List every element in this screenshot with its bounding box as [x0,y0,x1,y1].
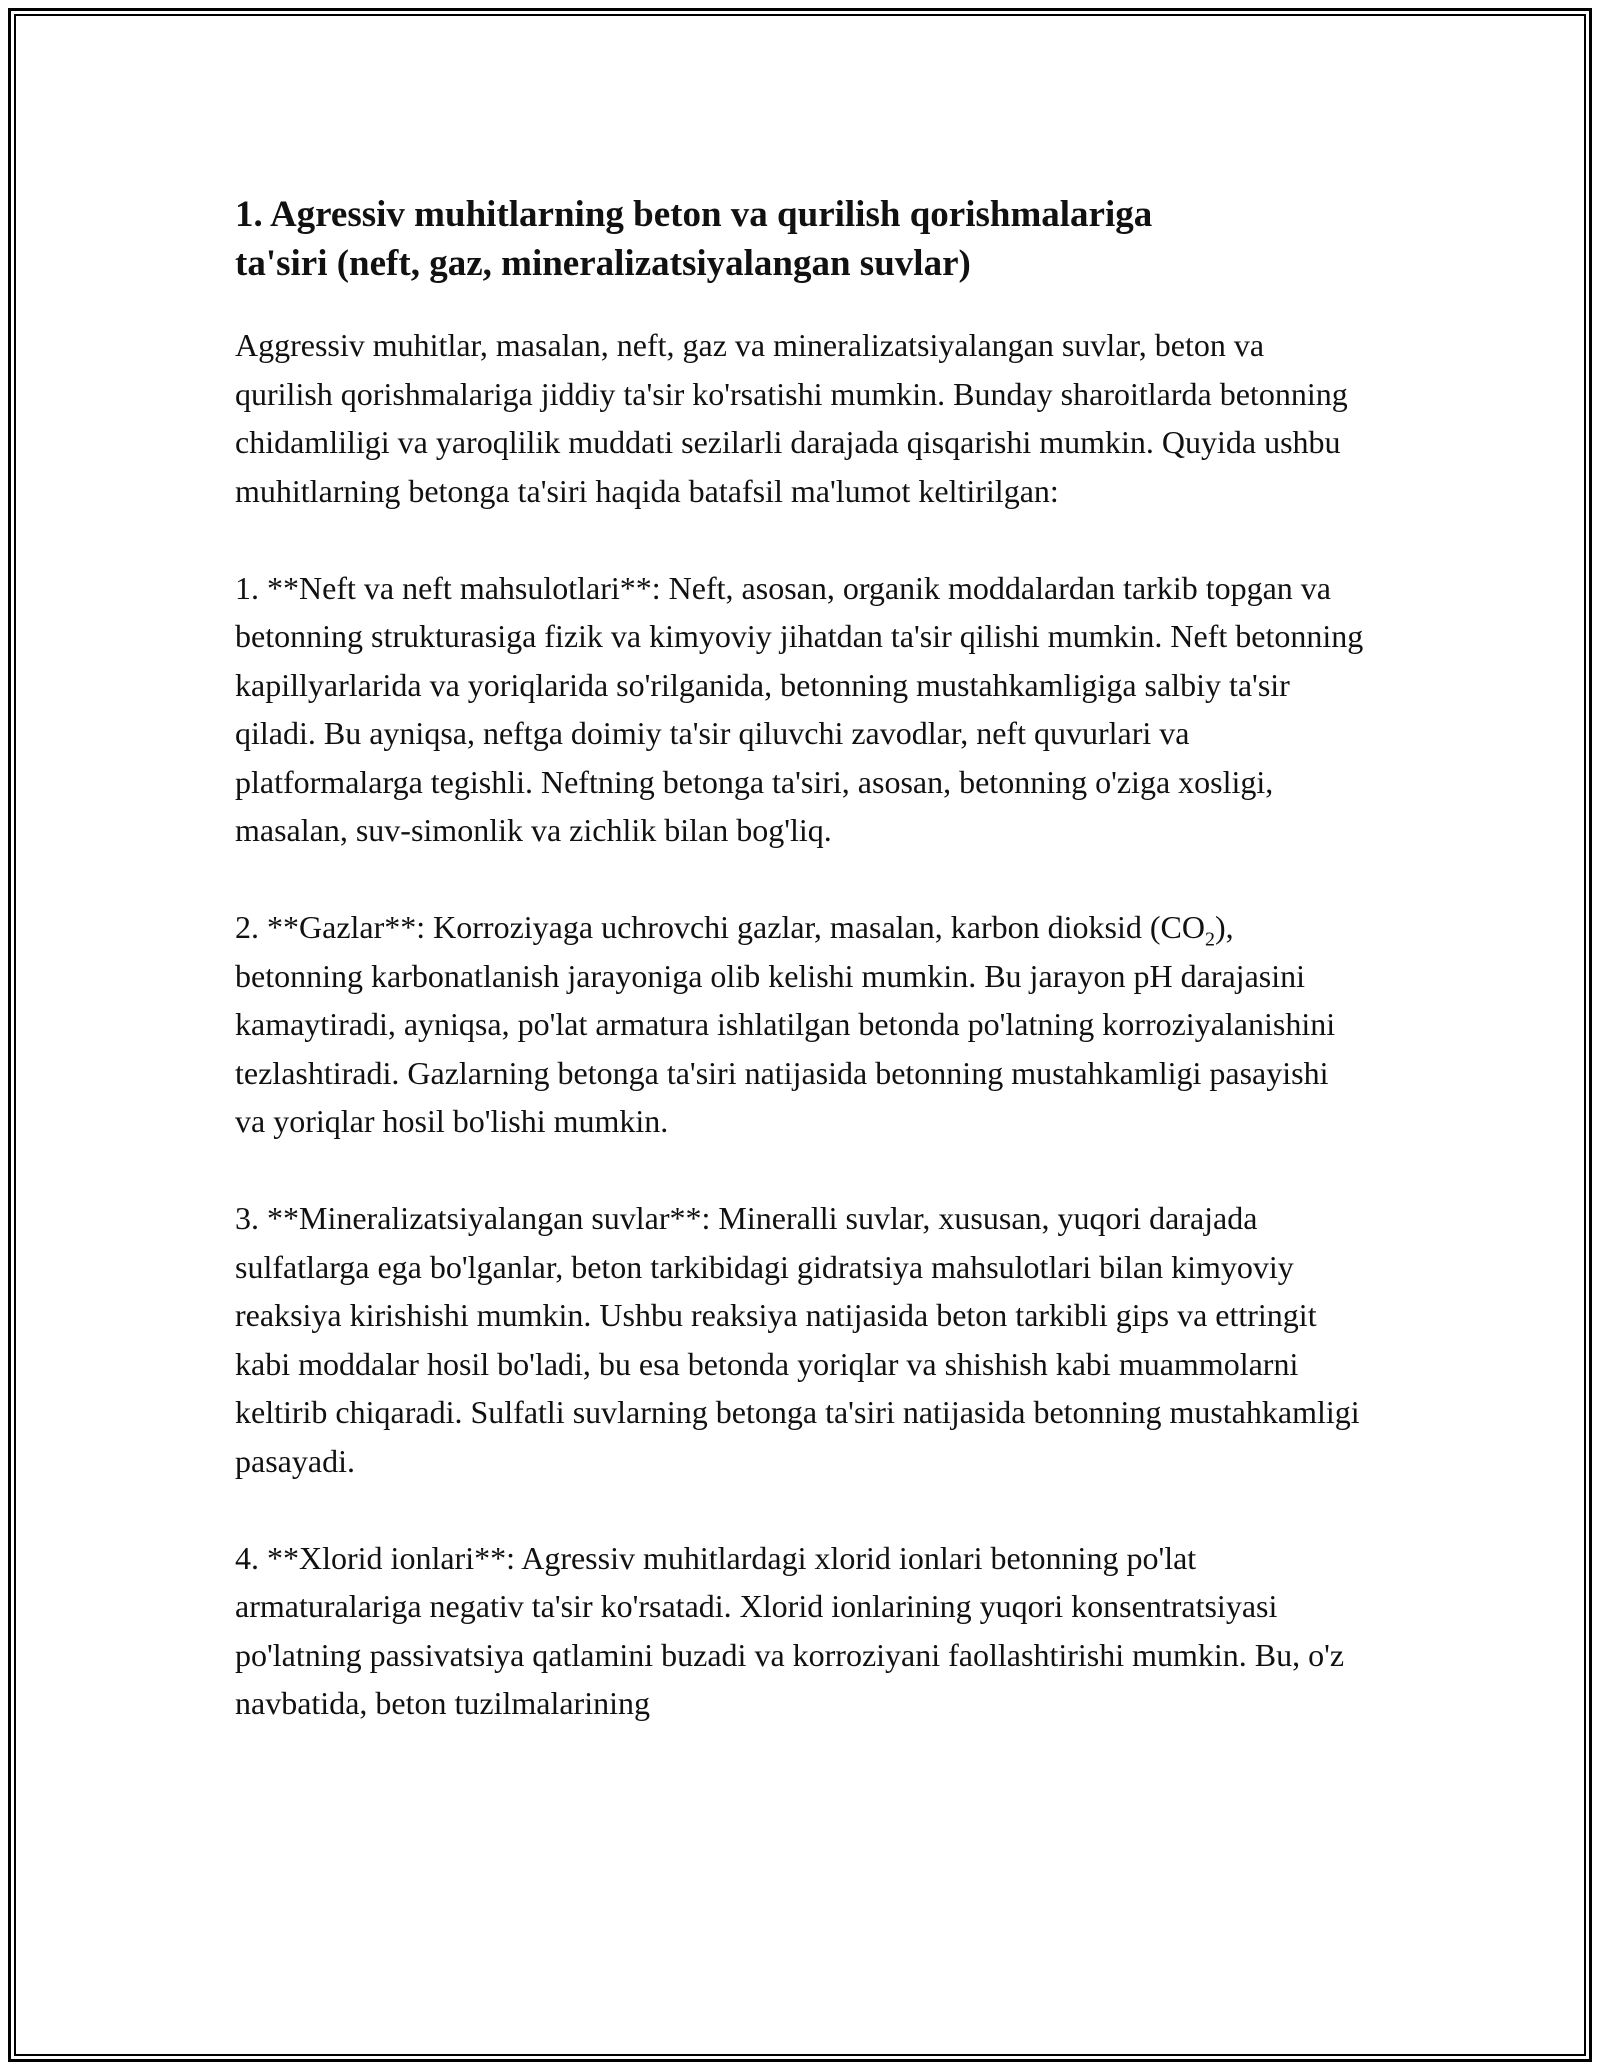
item-gases-paragraph [235,903,1365,1146]
heading-line-2: ta'siri (neft, gaz, mineralizatsiyalangan suvlar) [235,243,971,284]
section-heading [235,190,1365,288]
item-chloride-ions-paragraph: 4. **Xlorid ionlari**: Agressiv muhitlardagi xlorid ionlari betonning po'lat armaturalariga negativ ta'sir ko'rsatadi. Xlorid ionlarining yuqori konsentratsiyasi po'latning passivatsiya qatlamini buzadi va korroziyani faollashtirishi mumkin. Bu, o'z navbatida, beton tuzilmalarining [235,1539,1345,1721]
item-gases-text-start: 2. **Gazlar**: Korroziyaga uchrovchi gazlar, masalan, karbon dioksid (CO [235,909,1205,945]
item-oil-paragraph: 1. **Neft va neft mahsulotlari**: Neft, asosan, organik moddalardan tarkib topgan va betonning strukturasiga fizik va kimyoviy jihatdan ta'sir qilishi mumkin. Neft betonning kapillyarlarida va yoriqlarida so'rilganida, betonning mustahkamligiga salbiy ta'sir qiladi. Bu ayniqsa, neftga doimiy ta'sir qiluvchi zavodlar, neft quvurlari va platformalarga tegishli. Neftning betonga ta'siri, asosan, betonning o'ziga xosligi, masalan, suv-simonlik va zichlik bilan bog'liq. [235,569,1364,848]
intro-paragraph: Aggressiv muhitlar, masalan, neft, gaz va mineralizatsiyalangan suvlar, beton va qurilish qorishmalariga jiddiy ta'sir ko'rsatishi mumkin. Bunday sharoitlarda betonning chidamliligi va yaroqlilik muddati sezilarli darajada qisqarishi mumkin. Quyida ushbu muhitlarning betonga ta'siri haqida batafsil ma'lumot keltirilgan: [235,327,1348,509]
document-body [235,190,1365,1776]
heading-line-1: 1. Agressiv muhitlarning beton va qurilish qorishmalariga [235,194,1153,235]
item-mineral-waters-paragraph: 3. **Mineralizatsiyalangan suvlar**: Mineralli suvlar, xususan, yuqori darajada sulfatlarga ega bo'lganlar, beton tarkibidagi gidratsiya mahsulotlari bilan kimyoviy reaksiya kirishishi mumkin. Ushbu reaksiya natijasida beton tarkibli gips va ettringit kabi moddalar hosil bo'ladi, bu esa betonda yoriqlar va shishish kabi muammolarni keltirib chiqaradi. Sulfatli suvlarning betonga ta'siri natijasida betonning mustahkamligi pasayadi. [235,1200,1360,1479]
co2-subscript: 2 [1204,928,1215,951]
item-gases-text-end: ), betonning karbonatlanish jarayoniga olib kelishi mumkin. Bu jarayon pH darajasini kamaytiradi, ayniqsa, po'lat armatura ishlatilgan betonda po'latning korroziyalanishini tezlashtiradi. Gazlarning betonga ta'siri natijasida betonning mustahkamligi pasayishi va yoriqlar hosil bo'lishi mumkin. [235,909,1336,1139]
